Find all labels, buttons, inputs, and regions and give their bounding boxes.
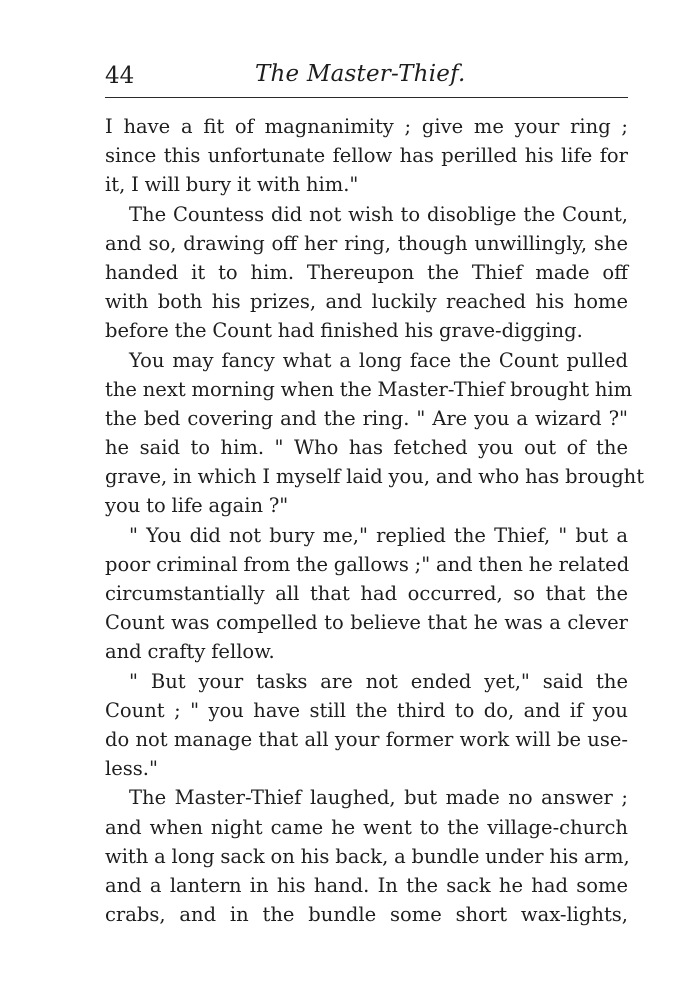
text-line: You may fancy what a long face the Count pulled bbox=[129, 348, 628, 372]
text-line: crabs, and in the bundle some short wax-lights, bbox=[105, 903, 628, 927]
text-line: he said to him. " Who has fetched you out of the bbox=[105, 436, 628, 460]
text-line: poor criminal from the gallows ;" and then he related bbox=[105, 552, 630, 576]
text-line: Count ; " you have still the third to do, and if you bbox=[105, 698, 628, 722]
text-line: you to life again ?" bbox=[105, 494, 289, 518]
text-line: less." bbox=[105, 757, 158, 781]
text-line: and when night came he went to the village-church bbox=[105, 815, 628, 839]
text-line: The Master-Thief laughed, but made no answer ; bbox=[129, 786, 628, 810]
text-line: I have a fit of magnanimity ; give me your ring ; bbox=[105, 115, 628, 138]
text-line: Count was compelled to believe that he was a clever bbox=[105, 611, 628, 635]
text-line: handed it to him. Thereupon the Thief made off bbox=[105, 260, 628, 284]
text-line: the bed covering and the ring. " Are you a wizard ?" bbox=[105, 406, 628, 430]
text-line: The Countess did not wish to disoblige the Count, bbox=[129, 202, 628, 226]
text-line: it, I will bury it with him." bbox=[105, 173, 359, 197]
text-line: the next morning when the Master-Thief brought him bbox=[105, 377, 633, 401]
text-line: since this unfortunate fellow has perilled his life for bbox=[105, 144, 628, 168]
body-text bbox=[105, 112, 645, 929]
text-line: with both his prizes, and luckily reached his home bbox=[105, 290, 628, 314]
text-line: " You did not bury me," replied the Thief, " but a bbox=[129, 523, 628, 547]
header-rule bbox=[105, 97, 628, 98]
text-line: grave, in which I myself laid you, and who has brought bbox=[105, 465, 645, 489]
text-line: before the Count had finished his grave-digging. bbox=[105, 319, 583, 343]
running-title: The Master-Thief. bbox=[255, 61, 466, 87]
text-line: and a lantern in his hand. In the sack he had some bbox=[105, 873, 628, 897]
text-line: and so, drawing off her ring, though unwillingly, she bbox=[105, 231, 628, 255]
text-line: with a long sack on his back, a bundle under his arm, bbox=[105, 844, 630, 868]
text-line: and crafty fellow. bbox=[105, 640, 275, 664]
text-line: circumstantially all that had occurred, so that the bbox=[105, 582, 628, 605]
page-header bbox=[105, 52, 628, 100]
text-line: " But your tasks are not ended yet," said the bbox=[129, 669, 628, 693]
page-number: 44 bbox=[105, 63, 135, 89]
text-line: do not manage that all your former work will be use- bbox=[105, 727, 628, 751]
